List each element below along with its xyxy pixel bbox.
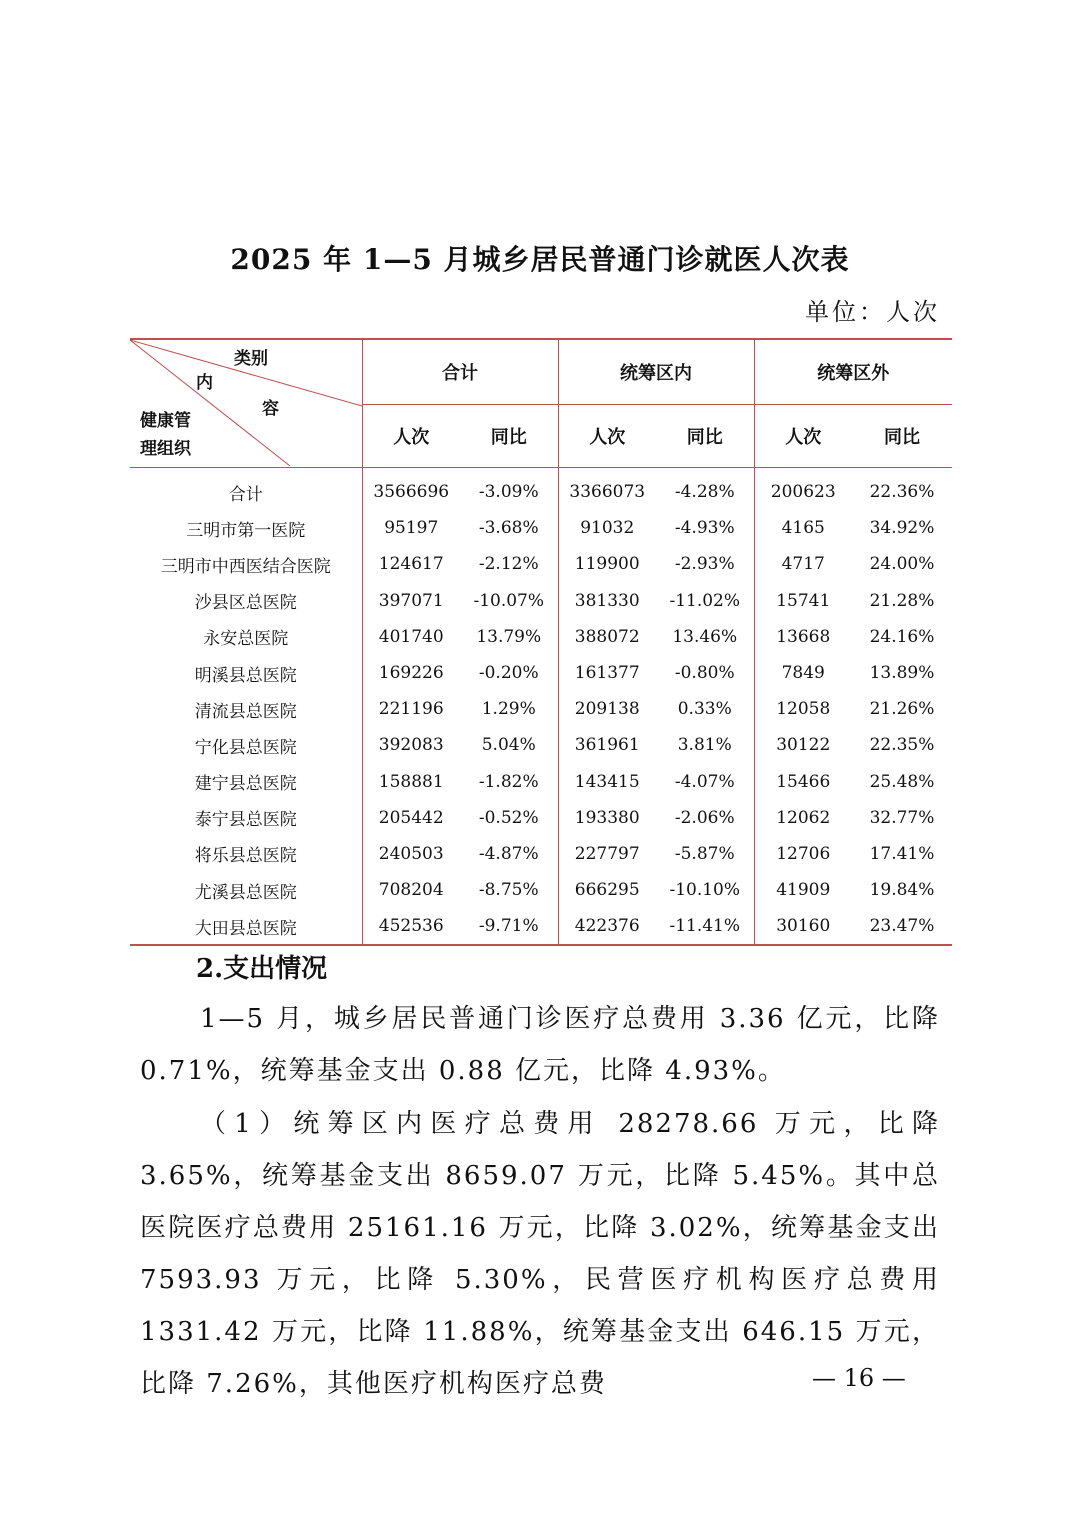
cell-visits: 209138 bbox=[558, 691, 656, 727]
table-row bbox=[130, 908, 952, 945]
table-row bbox=[130, 691, 952, 727]
paragraph: 1—5 月，城乡居民普通门诊医疗总费用 3.36 亿元，比降 0.71%，统筹基金支出 0.88 亿元，比降 4.93%。 bbox=[140, 1004, 940, 1086]
cell-visits: 95197 bbox=[362, 510, 460, 546]
cell-yoy: 22.35% bbox=[869, 735, 935, 756]
corner-category-label: 类别 bbox=[234, 349, 268, 369]
outpatient-visits-table bbox=[130, 338, 952, 946]
cell-yoy: -8.75% bbox=[478, 880, 539, 901]
group-header-outside: 统筹区外 bbox=[754, 339, 952, 405]
corner-content-label-a: 内 bbox=[196, 373, 213, 393]
table-row bbox=[130, 546, 952, 582]
section-heading: 2.支出情况 bbox=[196, 954, 328, 984]
table-body bbox=[130, 468, 952, 946]
cell-yoy: -10.10% bbox=[669, 880, 741, 901]
cell-yoy: 34.92% bbox=[869, 518, 935, 539]
cell-yoy: 32.77% bbox=[869, 807, 935, 828]
group-header-inside: 统筹区内 bbox=[558, 339, 754, 405]
cell-visits: 169226 bbox=[362, 655, 460, 691]
row-org-name: 建宁县总医院 bbox=[194, 774, 297, 795]
cell-visits: 381330 bbox=[558, 583, 656, 619]
row-org-name: 尤溪县总医院 bbox=[194, 882, 297, 903]
cell-yoy: -4.28% bbox=[674, 482, 735, 503]
cell-yoy: -4.07% bbox=[674, 771, 735, 792]
cell-visits: 124617 bbox=[362, 546, 460, 582]
row-org-name: 明溪县总医院 bbox=[194, 665, 297, 686]
cell-visits: 401740 bbox=[362, 619, 460, 655]
cell-yoy: -11.02% bbox=[669, 590, 741, 611]
cell-visits: 708204 bbox=[362, 872, 460, 908]
row-org-name: 清流县总医院 bbox=[194, 701, 297, 722]
cell-yoy: 25.48% bbox=[869, 771, 935, 792]
cell-yoy: 17.41% bbox=[869, 843, 935, 864]
cell-yoy: -0.52% bbox=[478, 807, 539, 828]
cell-visits: 227797 bbox=[558, 836, 656, 872]
cell-visits: 422376 bbox=[558, 908, 656, 945]
row-org-name: 合计 bbox=[228, 484, 263, 505]
row-org-name: 永安总医院 bbox=[203, 629, 289, 650]
cell-visits: 13668 bbox=[754, 619, 852, 655]
table-row bbox=[130, 510, 952, 546]
row-org-name: 泰宁县总医院 bbox=[194, 810, 297, 831]
cell-yoy: -4.87% bbox=[478, 843, 539, 864]
cell-visits: 30160 bbox=[754, 908, 852, 945]
cell-visits: 4717 bbox=[754, 546, 852, 582]
cell-visits: 41909 bbox=[754, 872, 852, 908]
table-row bbox=[130, 836, 952, 872]
cell-visits: 361961 bbox=[558, 727, 656, 763]
cell-yoy: -0.20% bbox=[478, 663, 539, 684]
corner-content-label-b: 容 bbox=[262, 399, 279, 419]
cell-yoy: -11.41% bbox=[656, 908, 754, 945]
cell-yoy: -0.80% bbox=[674, 663, 735, 684]
cell-visits: 388072 bbox=[558, 619, 656, 655]
row-org-name: 将乐县总医院 bbox=[194, 846, 297, 867]
cell-visits: 143415 bbox=[558, 764, 656, 800]
table-row bbox=[130, 764, 952, 800]
table-row bbox=[130, 619, 952, 655]
page-number: — 16 — bbox=[812, 1364, 906, 1392]
row-org-name: 三明市第一医院 bbox=[186, 520, 306, 541]
cell-yoy: 3.81% bbox=[677, 735, 732, 756]
cell-visits: 12058 bbox=[754, 691, 852, 727]
cell-yoy: -2.06% bbox=[674, 807, 735, 828]
table-row bbox=[130, 872, 952, 908]
cell-yoy: 13.46% bbox=[672, 626, 738, 647]
cell-yoy: -2.12% bbox=[478, 554, 539, 575]
table-row bbox=[130, 655, 952, 691]
cell-visits: 12706 bbox=[754, 836, 852, 872]
table-row bbox=[130, 583, 952, 619]
cell-yoy: 5.04% bbox=[481, 735, 536, 756]
sub-header: 同比 bbox=[852, 405, 952, 468]
cell-visits: 158881 bbox=[362, 764, 460, 800]
cell-visits: 452536 bbox=[362, 908, 460, 945]
cell-visits: 119900 bbox=[558, 546, 656, 582]
cell-visits: 205442 bbox=[362, 800, 460, 836]
cell-yoy: 23.47% bbox=[852, 908, 952, 945]
cell-visits: 193380 bbox=[558, 800, 656, 836]
cell-visits: 161377 bbox=[558, 655, 656, 691]
cell-visits: 91032 bbox=[558, 510, 656, 546]
cell-visits: 221196 bbox=[362, 691, 460, 727]
corner-org-label-line1: 健康管 bbox=[140, 411, 191, 431]
row-org-name: 沙县区总医院 bbox=[194, 593, 297, 614]
paragraph: （1）统筹区内医疗总费用 28278.66 万元，比降 3.65%，统筹基金支出 8659.07 万元，比降 5.45%。其中总医院医疗总费用 25161.16 万元，比降 3.02%，统筹基金支出 7593.93 万元，比降 5.30%，民营医疗机构医疗总费用 1331.42 万元，比降 11.88%，统筹基金支出 646.15 万元，比降 7.26%，其他医疗机构医疗总费 bbox=[140, 1109, 940, 1399]
sub-header: 人次 bbox=[754, 405, 852, 468]
cell-visits: 3366073 bbox=[558, 468, 656, 511]
cell-visits: 4165 bbox=[754, 510, 852, 546]
cell-yoy: 0.33% bbox=[677, 699, 732, 720]
cell-yoy: 22.36% bbox=[869, 482, 935, 503]
table-row bbox=[130, 468, 952, 511]
row-org-name: 三明市中西医结合医院 bbox=[160, 556, 331, 577]
cell-yoy: -5.87% bbox=[674, 843, 735, 864]
row-org-name: 宁化县总医院 bbox=[194, 737, 297, 758]
corner-org-label-line2: 理组织 bbox=[140, 439, 191, 459]
cell-yoy: 1.29% bbox=[481, 699, 536, 720]
header-corner-cell bbox=[130, 339, 362, 468]
sub-header: 人次 bbox=[362, 405, 460, 468]
unit-label: 单位：人次 bbox=[805, 298, 940, 326]
cell-visits: 200623 bbox=[754, 468, 852, 511]
cell-visits: 397071 bbox=[362, 583, 460, 619]
cell-yoy: -3.09% bbox=[478, 482, 539, 503]
cell-visits: 12062 bbox=[754, 800, 852, 836]
cell-visits: 7849 bbox=[754, 655, 852, 691]
sub-header: 同比 bbox=[656, 405, 754, 468]
cell-yoy: 19.84% bbox=[869, 880, 935, 901]
cell-yoy: -4.93% bbox=[674, 518, 735, 539]
cell-visits: 15466 bbox=[754, 764, 852, 800]
cell-visits: 666295 bbox=[558, 872, 656, 908]
cell-yoy: -1.82% bbox=[478, 771, 539, 792]
page-title: 2025 年 1—5 月城乡居民普通门诊就医人次表 bbox=[230, 243, 850, 276]
group-header-total: 合计 bbox=[362, 339, 558, 405]
cell-visits: 392083 bbox=[362, 727, 460, 763]
cell-yoy: -2.93% bbox=[674, 554, 735, 575]
table-row bbox=[130, 727, 952, 763]
cell-visits: 15741 bbox=[754, 583, 852, 619]
cell-visits: 3566696 bbox=[362, 468, 460, 511]
cell-yoy: 13.89% bbox=[869, 663, 935, 684]
sub-header: 同比 bbox=[460, 405, 558, 468]
cell-yoy: -10.07% bbox=[473, 590, 545, 611]
cell-yoy: -3.68% bbox=[478, 518, 539, 539]
cell-yoy: 21.26% bbox=[869, 699, 935, 720]
row-org-name: 大田县总医院 bbox=[130, 908, 362, 945]
sub-header: 人次 bbox=[558, 405, 656, 468]
cell-yoy: 21.28% bbox=[869, 590, 935, 611]
cell-yoy: -9.71% bbox=[460, 908, 558, 945]
cell-yoy: 24.16% bbox=[869, 626, 935, 647]
cell-visits: 240503 bbox=[362, 836, 460, 872]
cell-visits: 30122 bbox=[754, 727, 852, 763]
cell-yoy: 24.00% bbox=[869, 554, 935, 575]
cell-yoy: 13.79% bbox=[476, 626, 542, 647]
table-row bbox=[130, 800, 952, 836]
